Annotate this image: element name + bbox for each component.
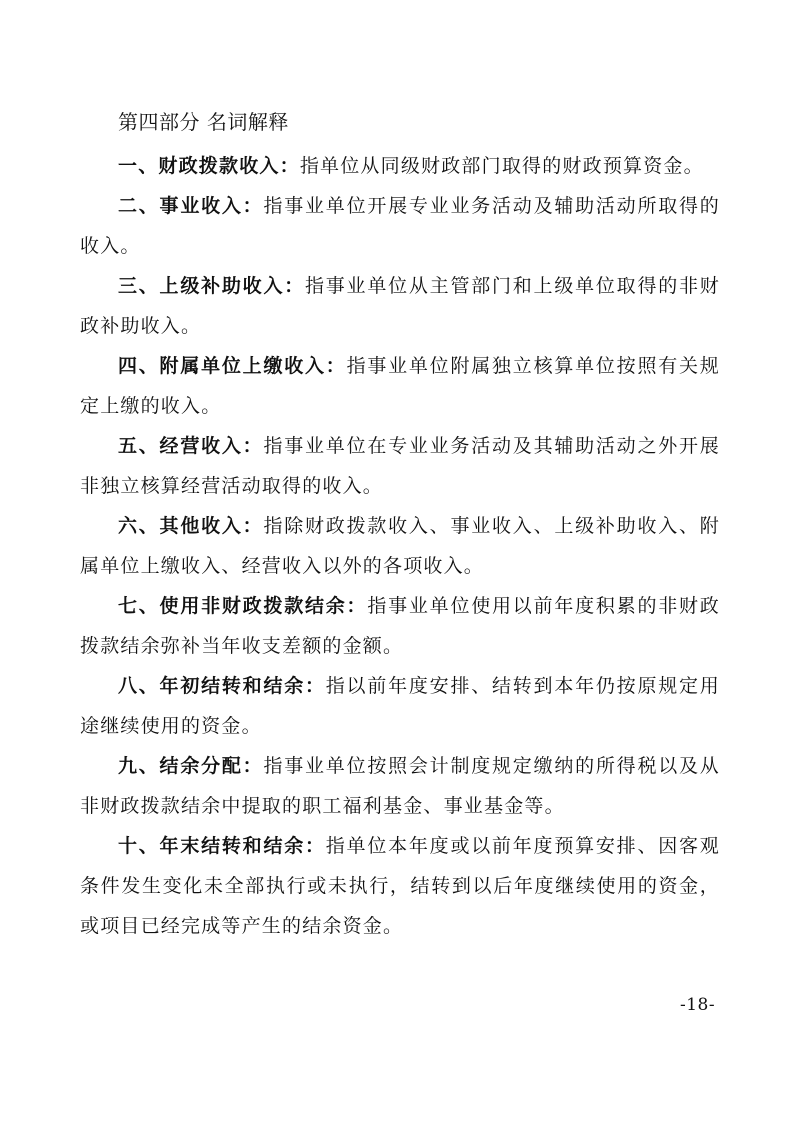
page-number: -18- [680,995,716,1015]
term-list [80,146,720,946]
term-item [80,746,720,826]
term-heading: 三、上级补助收入： [118,275,305,297]
term-heading: 七、使用非财政拨款结余： [118,595,368,617]
term-heading: 六、其他收入： [118,515,264,537]
term-item [80,146,720,186]
term-heading: 五、经营收入： [118,435,264,457]
term-definition: 指以前年度安排、结转到本年仍按原规定用途继续使用的资金。 [80,675,720,737]
term-item [80,346,720,426]
term-item [80,826,720,946]
term-heading: 四、附属单位上缴收入： [118,355,347,377]
term-definition: 指单位本年度或以前年度预算安排、因客观条件发生变化未全部执行或未执行，结转到以后年度继续使用的资金，或项目已经完成等产生的结余资金。 [80,835,720,937]
term-definition: 指单位从同级财政部门取得的财政预算资金。 [299,155,704,177]
term-heading: 十、年末结转和结余： [118,835,326,857]
term-item [80,506,720,586]
term-definition: 指事业单位开展专业业务活动及辅助活动所取得的收入。 [80,195,720,257]
term-definition: 指事业单位从主管部门和上级单位取得的非财政补助收入。 [80,275,720,337]
term-item [80,666,720,746]
term-definition: 指事业单位使用以前年度积累的非财政拨款结余弥补当年收支差额的金额。 [80,595,720,657]
term-definition: 指事业单位在专业业务活动及其辅助活动之外开展非独立核算经营活动取得的收入。 [80,435,720,497]
term-definition: 指除财政拨款收入、事业收入、上级补助收入、附属单位上缴收入、经营收入以外的各项收入。 [80,515,720,577]
term-item [80,586,720,666]
term-item [80,426,720,506]
term-definition: 指事业单位按照会计制度规定缴纳的所得税以及从非财政拨款结余中提取的职工福利基金、事业基金等。 [80,755,720,817]
term-definition: 指事业单位附属独立核算单位按照有关规定上缴的收入。 [80,355,720,417]
term-heading: 九、结余分配： [118,755,264,777]
section-title: 第四部分 名词解释 [118,110,289,134]
term-heading: 八、年初结转和结余： [118,675,326,697]
term-heading: 一、财政拨款收入： [118,155,300,177]
term-item [80,266,720,346]
term-item [80,186,720,266]
term-heading: 二、事业收入： [118,195,264,217]
